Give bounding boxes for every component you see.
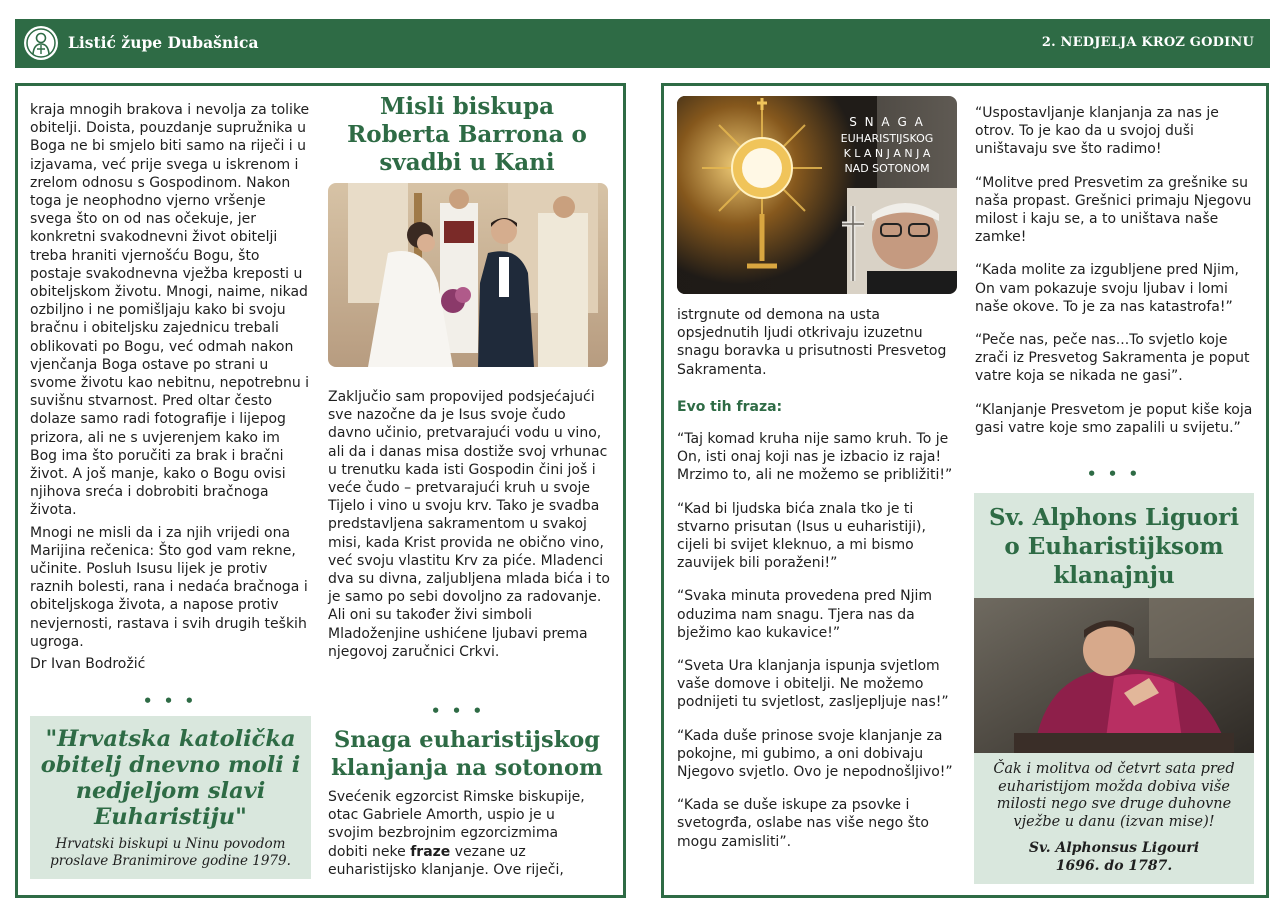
liguori-box bbox=[974, 493, 1254, 884]
sunday-label: 2. NEDJELJA KROZ GODINU bbox=[1041, 35, 1254, 50]
demon-quotes-list-2 bbox=[975, 104, 1257, 452]
header-bar bbox=[15, 19, 1270, 68]
intro-text-bold: fraze bbox=[410, 843, 451, 860]
separator-dots: • • • bbox=[430, 702, 486, 720]
bishops-quote-box bbox=[30, 716, 311, 879]
article-paragraph: kraja mnogih brakova i nevolja za tolike obitelji. Doista, pouzdanje supružnika u Boga ne bi smjelo biti samo na riječi i u izjavama, već prije svega u iskrenom i zrelom odnosu s Gospodinom. Nakon toga je neophodno vjerno vršenje svega što on od nas očekuje, jer konkretni svakodnevni život obitelji treba hraniti vjernošću Bogu, što postaje svakodnevna vježba kreposti u obiteljskom životu. Mnogi, naime, nikad ozbiljno i ne pomišljaju kako bi svoju bračnu i obiteljsku zajednicu trebali oblikovati po Bogu, već odmah nakon vjenčanja Boga ostave po strani u svome životu kao nebitnu, nepotrebnu i suvišnu stvarnost. Pred oltar često dolaze samo radi fotografije i lijepog prizora, ali ne s uvjerenjem kako im Bog ima što poručiti za brak i bračni život. A još manje, kako o Bogu ovisi njihova sreća i dobrobiti bračnoga života. bbox=[30, 102, 310, 519]
demon-quote: “Kada se duše iskupe za psovke i svetogrđa, oslabe nas više nego što mogu zamisliti”. bbox=[677, 797, 929, 850]
article-author: Dr Ivan Bodrožić bbox=[30, 656, 146, 673]
demon-quote: “Taj komad kruha nije samo kruh. To je On, isti onaj koji nas je izbacio iz raja! Mrzimo to, ali ne možemo se približiti!” bbox=[677, 431, 953, 484]
separator-dots: • • • bbox=[1086, 465, 1142, 483]
exorcism-headline: Snaga euharistijskog klanjanja na sotonom bbox=[331, 727, 603, 781]
bishops-quote-text: "Hrvatska katolička obitelj dnevno moli i nedjeljom slavi Euharistiju" bbox=[40, 726, 301, 830]
exorcism-intro bbox=[328, 788, 596, 883]
liguori-title: Sv. Alphons Liguori o Euharistijksom klanajnju bbox=[989, 504, 1239, 589]
banner-line-4: NAD SOTONOM bbox=[844, 162, 930, 175]
article-paragraph: Mnogi ne misli da i za njih vrijedi ona Marijina rečenica: Što god vam rekne, učinite. Posluh Isusu lijek je protiv raznih bolesti, rana i nedaća bračnoga i obiteljskoga života, a napose protiv nevjernosti, rastava i svih drugih teških ugroga. bbox=[30, 524, 308, 650]
left-article-text bbox=[30, 101, 310, 677]
banner-line-3: K L A N J A N J A bbox=[843, 147, 931, 160]
barron-headline: Misli biskupa Roberta Barrona o svadbi u Kani bbox=[347, 93, 587, 176]
parish-logo-icon bbox=[23, 25, 59, 61]
demon-quote: “Sveta Ura klanjanja ispunja svjetlom vaše domove i obitelji. Ne možemo podnijeti tu svjetlost, zasljepljuje nas!” bbox=[677, 658, 949, 711]
banner-line-1: S N A G A bbox=[849, 115, 925, 129]
barron-paragraph: Zaključio sam propovijed podsjećajući sve nazočne da je Isus svoje čudo davno učinio, pretvarajući vodu u vino, ali da i danas misa dostiže svoj vrhunac u trenutku kada isti Gospodin čini još i veće čudo – pretvarajući kruh u svoje Tijelo i vino u svoju krv. Tako je svadba predstavljena sakramentom u svakoj misi, kada Krist providа ne obično vino, već svoju vlastitu Krv za piće. Mladenci dva su divna, zaljubljena mlada bića i to je samo po sebi dovoljno za radovanje. Ali oni su također živi simboli Mladoženjine ushićene ljubavi prema njegovoj zaručnici Crkvi. bbox=[328, 389, 610, 660]
banner-line-2: EUHARISTIJSKOG bbox=[840, 132, 934, 145]
publication-title: Listić župe Dubašnica bbox=[68, 33, 259, 52]
intro-text-after: vezane uz euharistijsko klanjanje. Ove riječi, bbox=[328, 843, 564, 878]
barron-article-text bbox=[328, 388, 610, 665]
demon-quote: “Svaka minuta provedena pred Njim oduzima nam snagu. Tjera nas da bježimo kao kukavice!” bbox=[677, 588, 933, 641]
liguori-portrait bbox=[974, 598, 1254, 753]
continuation-paragraph: istrgnute od demona na usta opsjednutih ljudi otkrivaju izuzetnu snagu boravka u prisutnosti Presvetog Sakramenta. bbox=[677, 307, 947, 378]
demon-quote: “Kada molite za izgubljene pred Njim, On vam pokazuje svoju ljubav i lomi naše okove. To je za nas katastrofa!” bbox=[975, 262, 1240, 315]
demon-quote: “Peče nas, peče nas...To svjetlo koje zrači iz Presvetog Sakramenta je poput vatre koja se nikada ne gasi”. bbox=[975, 332, 1250, 385]
exorcism-continuation bbox=[677, 306, 960, 383]
demon-quote: “Uspostavljanje klanjanja za nas je otrov. To je kao da u svojoj duši uništavaju sve što radimo! bbox=[975, 105, 1219, 158]
phrases-subheading: Evo tih fraza: bbox=[677, 399, 783, 415]
demon-quote: “Kad bi ljudska bića znala tko je ti stvarno prisutan (Isus u euharistiji), cijeli bi svijet kleknuo, a mi bismo zauvijek bili poraženi!” bbox=[677, 500, 926, 572]
demon-quote: “Kada duše prinose svoje klanjanje za pokojne, mi gubimo, a oni dobivaju Njegovo svjetlo. Ovo je nepodnošljivo!” bbox=[677, 727, 953, 781]
demon-quotes-list-1 bbox=[677, 430, 959, 866]
wedding-photo bbox=[328, 183, 608, 367]
liguori-author: Sv. Alphonsus Ligouri bbox=[1028, 840, 1200, 856]
separator-dots: • • • bbox=[142, 692, 198, 710]
liguori-quote: Čak i molitva od četvrt sata pred euharistijom možda dobiva više milosti nego sve druge duhovne vježbe u danu (izvan mise)! bbox=[993, 761, 1235, 830]
liguori-years: 1696. do 1787. bbox=[1055, 858, 1173, 874]
bishops-quote-source: Hrvatski biskupi u Ninu povodom proslave Branimirove godine 1979. bbox=[50, 836, 291, 869]
intro-text-before: Svećenik egzorcist Rimske biskupije, otac Gabriele Amorth, uspio je u svojim bezbrojnim egzorcizmima dobiti neke bbox=[328, 789, 585, 860]
demon-quote: “Klanjanje Presvetom je poput kiše koja gasi vatre koje smo zapalili u svijetu.” bbox=[975, 401, 1253, 436]
adoration-banner-image bbox=[677, 96, 957, 294]
demon-quote: “Molitve pred Presvetim za grešnike su naša propast. Grešnici primaju Njegovu milost i kaju se, a to uništava naše zamke! bbox=[975, 174, 1252, 246]
